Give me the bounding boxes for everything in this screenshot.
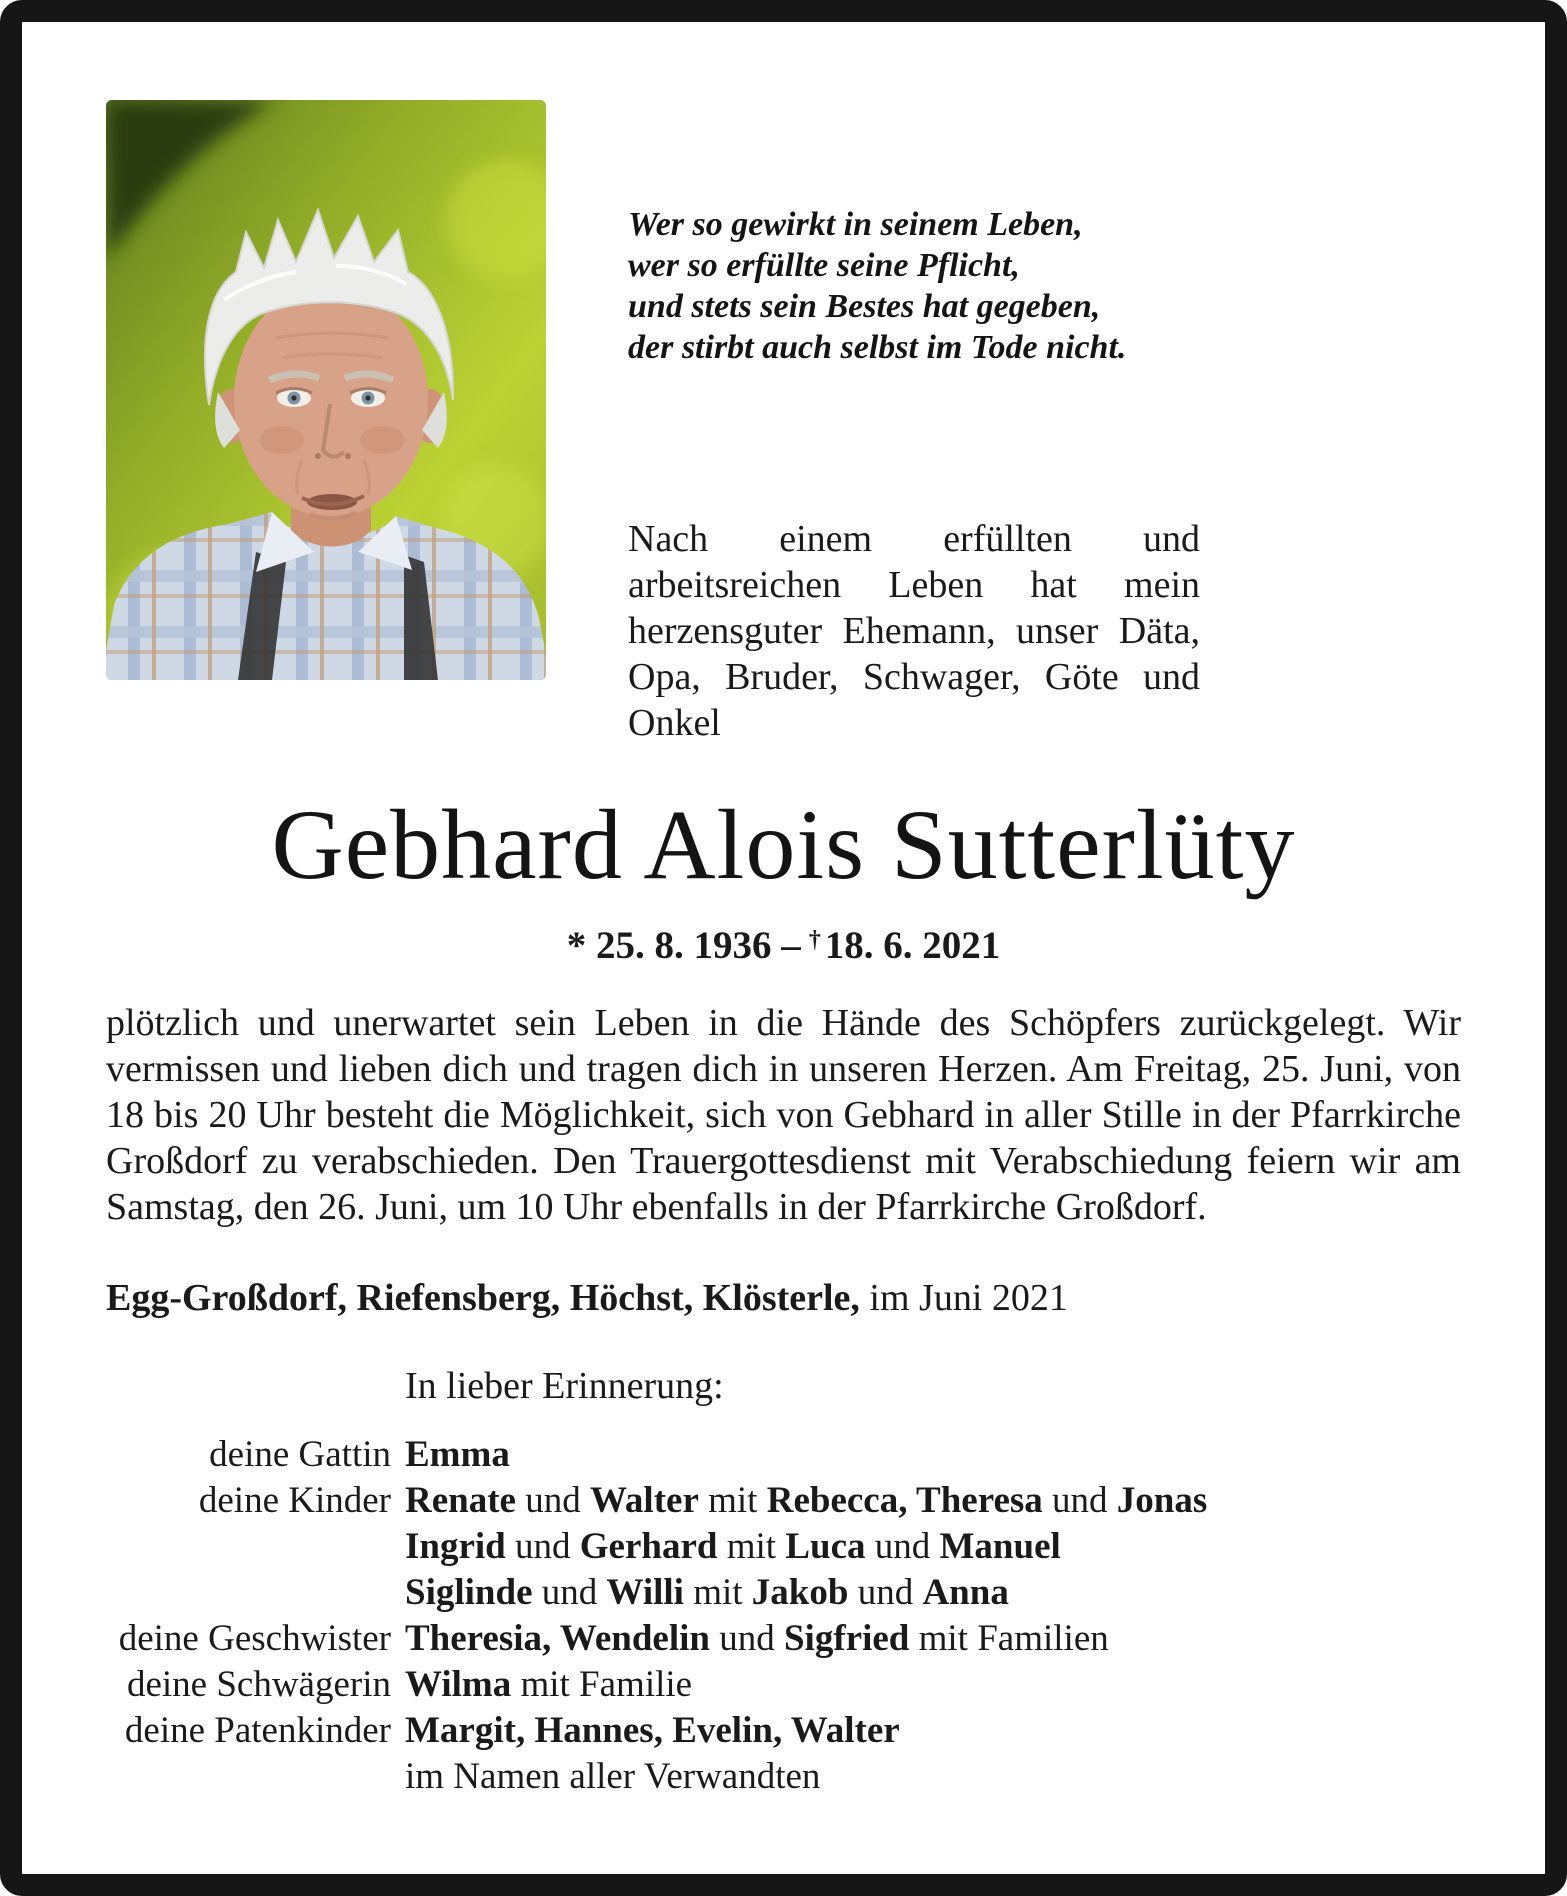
name-segment: Jonas <box>1116 1479 1208 1521</box>
memorial-poem <box>628 204 1200 368</box>
name-segment: mit Familie <box>511 1663 693 1705</box>
row-label: deine Patenkinder <box>124 1709 391 1751</box>
remembrance-row <box>106 1662 1461 1708</box>
row-label <box>106 1754 391 1800</box>
poem-line: der stirbt auch selbst im Tode nicht. <box>628 329 1127 366</box>
name-segment: und <box>515 1479 590 1521</box>
name-segment: mit Familien <box>909 1617 1109 1659</box>
row-value <box>405 1616 1461 1662</box>
remembrance-row <box>106 1570 1461 1616</box>
remembrance-row <box>106 1754 1461 1800</box>
remembrance-heading: In lieber Erinnerung: <box>405 1364 724 1407</box>
remembrance-rows <box>106 1432 1461 1800</box>
header-text-column <box>628 100 1200 746</box>
name-segment: und <box>532 1571 607 1613</box>
remembrance-row <box>106 1524 1461 1570</box>
name-segment: Walter <box>589 1479 699 1521</box>
places-names: Egg-Großdorf, Riefensberg, Höchst, Klösterle, <box>106 1276 860 1319</box>
name-segment: und <box>709 1617 784 1659</box>
name-segment: Sigfried <box>783 1617 910 1659</box>
row-label: deine Schwägerin <box>126 1663 391 1705</box>
row-value <box>405 1754 1461 1800</box>
life-dates <box>106 916 1461 970</box>
announcement-text: plötzlich und unerwartet sein Leben in die Hände des Schöpfers zurückgelegt. Wir vermissen und lieben dich und tragen dich in unseren Herzen. Am Freitag, 25. Juni, von 18 bis 20 Uhr besteht die Möglichkeit, sich von Gebhard in aller Stille in der Pfarrkirche Großdorf zu verabschieden. Den Trauergottesdienst mit Verabschiedung feiern wir am Samstag, den 26. Juni, um 10 Uhr ebenfalls in der Pfarrkirche Großdorf. <box>106 1001 1461 1228</box>
death-date: 18. 6. 2021 <box>824 923 1001 967</box>
name-segment: und <box>1042 1479 1117 1521</box>
remembrance-row <box>106 1616 1461 1662</box>
dagger-symbol: † <box>808 926 821 953</box>
row-label <box>106 1570 391 1616</box>
poem-line: und stets sein Bestes hat gegeben, <box>628 288 1101 325</box>
name-segment: Manuel <box>939 1525 1061 1567</box>
row-label: deine Gattin <box>209 1433 391 1475</box>
name-segment: Theresia, Wendelin <box>405 1617 710 1659</box>
remembrance-row <box>106 1432 1461 1478</box>
places-line <box>106 1274 1461 1322</box>
intro-text: Nach einem erfüllten und arbeitsreichen Leben hat mein herzensguter Ehemann, unser Däta, Opa, Bruder, Schwager, Göte und Onkel <box>628 518 1200 744</box>
row-label: deine Kinder <box>198 1479 391 1521</box>
row-value <box>405 1662 1461 1708</box>
deceased-name: Gebhard Alois Sutterlüty <box>271 789 1296 900</box>
name-segment: und <box>848 1571 923 1613</box>
name-segment: Gerhard <box>579 1525 718 1567</box>
header-section <box>106 100 1461 746</box>
row-value <box>405 1478 1461 1524</box>
name-segment: und <box>505 1525 580 1567</box>
name-segment: mit <box>698 1479 767 1521</box>
name-segment: mit <box>683 1571 752 1613</box>
name-segment: Jakob <box>751 1571 849 1613</box>
name-segment: und <box>865 1525 940 1567</box>
poem-line: wer so erfüllte seine Pflicht, <box>628 247 1020 284</box>
name-segment: Emma <box>405 1433 510 1475</box>
name-segment: Wilma <box>405 1663 512 1705</box>
portrait-illustration <box>106 100 546 680</box>
row-value <box>405 1570 1461 1616</box>
name-segment: Luca <box>785 1525 866 1567</box>
portrait-photo <box>106 100 546 680</box>
birth-date: * 25. 8. 1936 – <box>566 923 801 967</box>
name-segment: Willi <box>606 1571 684 1613</box>
row-value <box>405 1524 1461 1570</box>
poem-line: Wer so gewirkt in seinem Leben, <box>628 206 1083 243</box>
name-segment: Siglinde <box>405 1571 533 1613</box>
name-segment: im Namen aller Verwandten <box>405 1755 821 1797</box>
name-segment: Anna <box>922 1571 1009 1613</box>
places-date: im Juni 2021 <box>859 1276 1068 1319</box>
remembrance-row <box>106 1478 1461 1524</box>
row-value <box>405 1432 1461 1478</box>
name-segment: mit <box>717 1525 786 1567</box>
name-segment: Renate <box>405 1479 516 1521</box>
row-label <box>106 1524 391 1570</box>
name-segment: Margit, Hannes, Evelin, Walter <box>405 1709 900 1751</box>
row-label: deine Geschwister <box>118 1617 391 1659</box>
name-segment: Ingrid <box>405 1525 506 1567</box>
remembrance-row <box>106 1708 1461 1754</box>
row-value <box>405 1708 1461 1754</box>
obituary-content <box>22 22 1545 1800</box>
name-segment: Rebecca, Theresa <box>766 1479 1043 1521</box>
